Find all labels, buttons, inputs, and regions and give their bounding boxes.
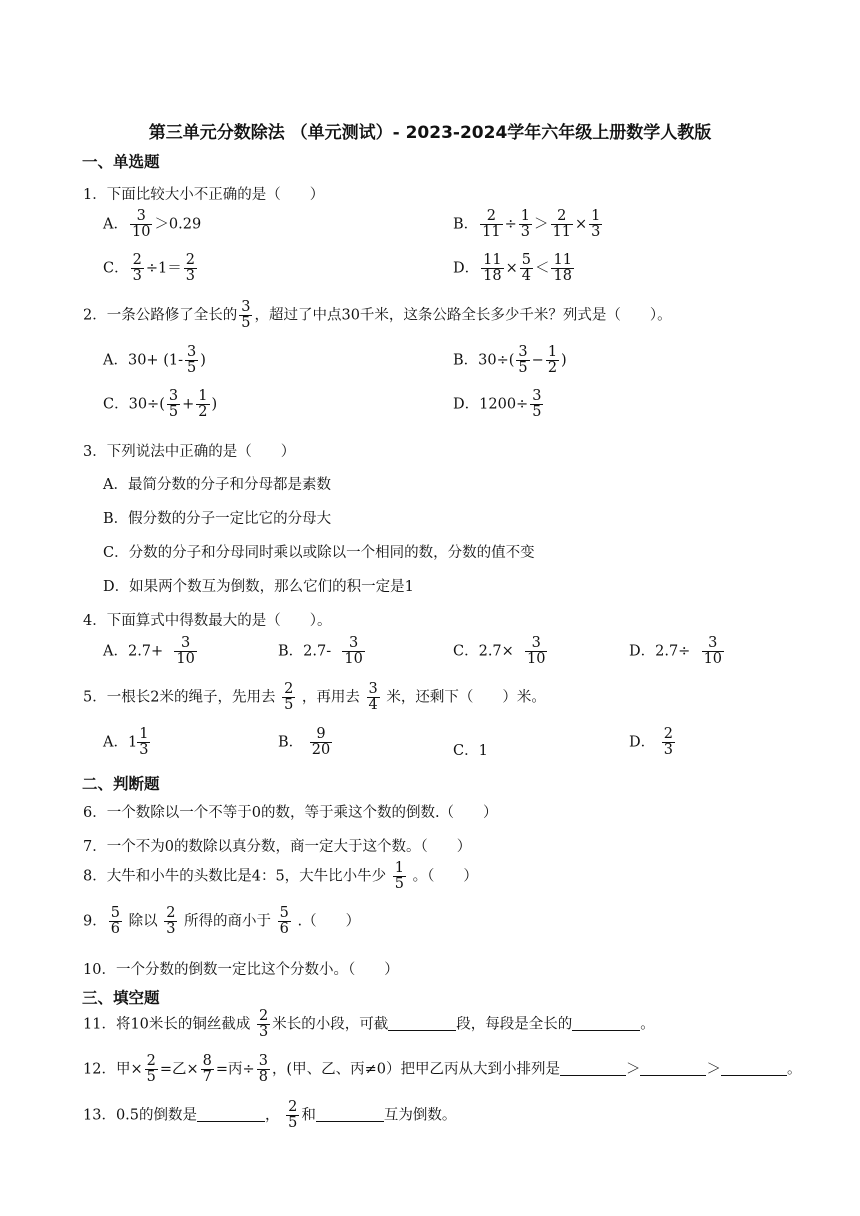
text: B． <box>453 352 479 369</box>
numerator: 1 <box>520 208 530 224</box>
mixed-number <box>128 727 152 758</box>
denominator: 3 <box>663 742 673 759</box>
question-2-option-a[interactable] <box>103 345 206 376</box>
text: 互为倒数。 <box>383 1107 457 1124</box>
question-5-option-a[interactable] <box>103 727 152 758</box>
numerator: 3 <box>186 344 197 360</box>
text: C． <box>103 396 129 413</box>
section-heading-fill-blank: 三、填空题 <box>82 989 160 1007</box>
text: 1 <box>127 734 138 751</box>
denominator: 5 <box>146 1069 156 1086</box>
fraction <box>164 906 177 937</box>
fraction <box>702 636 724 667</box>
text: B．2.7- <box>278 643 332 660</box>
text: 所得的商小于 <box>184 913 272 930</box>
fraction <box>167 389 180 420</box>
text: C．2.7× <box>453 643 514 660</box>
denominator: 18 <box>553 268 572 285</box>
denominator: 3 <box>520 224 530 241</box>
text: ) <box>200 352 206 369</box>
fraction <box>367 682 380 713</box>
fraction <box>480 209 502 240</box>
question-8 <box>83 861 478 892</box>
question-13 <box>83 1100 456 1131</box>
text: B． <box>453 216 479 233</box>
numerator: 2 <box>557 208 567 224</box>
fraction <box>481 253 503 284</box>
numerator: 2 <box>132 252 142 268</box>
fraction <box>519 209 532 240</box>
denominator: 11 <box>552 224 571 241</box>
denominator: 4 <box>521 268 531 285</box>
fraction <box>257 1009 270 1040</box>
fraction <box>525 636 547 667</box>
denominator: 11 <box>482 224 501 241</box>
denominator: 8 <box>258 1069 268 1086</box>
answer-blank[interactable] <box>572 1015 640 1031</box>
denominator: 5 <box>288 1115 298 1132</box>
text: 除以 <box>128 913 158 930</box>
numerator: 3 <box>168 388 179 404</box>
denominator: 7 <box>202 1069 212 1086</box>
fraction <box>196 389 209 420</box>
text: ＞0.29 <box>154 216 202 233</box>
denominator: 6 <box>279 921 289 938</box>
fraction <box>257 1054 270 1085</box>
numerator: 8 <box>202 1053 212 1069</box>
text: 5．一根长2米的绳子，先用去 <box>83 689 276 706</box>
numerator: 3 <box>136 208 146 224</box>
answer-blank[interactable] <box>316 1106 384 1122</box>
fraction <box>393 861 406 892</box>
numerator: 2 <box>166 905 176 921</box>
text: 8．大牛和小牛的头数比是4：5，大牛比小牛少 <box>83 868 387 885</box>
text: ，再用去 <box>301 689 360 706</box>
answer-blank[interactable] <box>197 1106 265 1122</box>
section-heading-single-choice: 一、单选题 <box>82 153 160 171</box>
question-3-stem: 3．下列说法中正确的是（ ） <box>83 444 296 460</box>
numerator: 11 <box>483 252 502 268</box>
numerator: 11 <box>553 252 572 268</box>
fraction <box>530 389 543 420</box>
question-1-option-c[interactable] <box>103 253 199 284</box>
text: ＞ <box>625 1061 641 1078</box>
text: ) <box>561 352 567 369</box>
denominator: 10 <box>527 651 546 668</box>
text: 1200÷ <box>479 396 529 413</box>
numerator: 3 <box>368 681 378 697</box>
question-1-stem: 1．下面比较大小不正确的是（ ） <box>83 187 325 203</box>
text: × <box>574 216 588 233</box>
text: 和 <box>301 1107 316 1124</box>
question-1-option-d[interactable] <box>453 253 576 284</box>
fraction <box>342 636 364 667</box>
question-9 <box>83 906 360 937</box>
answer-blank[interactable] <box>640 1060 706 1076</box>
fraction <box>184 253 197 284</box>
denominator: 5 <box>284 697 294 714</box>
denominator: 3 <box>591 224 601 241</box>
denominator: 5 <box>394 876 405 893</box>
fraction <box>286 1100 299 1131</box>
text: − <box>531 352 544 369</box>
denominator: 3 <box>166 921 176 938</box>
text: × <box>505 260 518 277</box>
fraction <box>662 727 675 758</box>
text: A． <box>103 734 128 751</box>
text: 13．0.5的倒数是 <box>83 1107 198 1124</box>
numerator: 2 <box>288 1099 298 1115</box>
text: D． <box>453 260 480 277</box>
fraction <box>174 636 196 667</box>
text: D．2.7÷ <box>629 643 691 660</box>
numerator: 3 <box>348 635 359 651</box>
text: =乙× <box>159 1061 199 1078</box>
text: 米，还剩下（ ）米。 <box>386 689 546 706</box>
fraction <box>551 253 573 284</box>
numerator: 3 <box>181 635 191 651</box>
denominator: 5 <box>241 315 251 332</box>
text: 。 <box>640 1016 655 1033</box>
fraction <box>185 345 198 376</box>
denominator: 4 <box>368 697 378 714</box>
numerator: 1 <box>198 388 208 404</box>
text: =丙÷ <box>215 1061 255 1078</box>
text: 30÷( <box>478 352 515 369</box>
text: ＞ <box>534 216 549 233</box>
question-7: 7．一个不为0的数除以真分数，商一定大于这个数。（ ） <box>83 839 472 855</box>
numerator: 1 <box>547 344 558 360</box>
denominator: 3 <box>185 268 195 285</box>
numerator: 3 <box>258 1053 268 1069</box>
numerator: 1 <box>591 208 601 224</box>
fraction <box>278 906 291 937</box>
numerator: 2 <box>185 252 195 268</box>
question-10: 10．一个分数的倒数一定比这个分数小。（ ） <box>83 962 399 978</box>
fraction <box>130 209 152 240</box>
fraction <box>520 253 533 284</box>
denominator: 3 <box>132 268 142 285</box>
fraction <box>201 1054 214 1085</box>
text: 米长的小段，可截 <box>272 1016 389 1033</box>
fraction <box>589 209 602 240</box>
text: .（ ） <box>297 913 361 930</box>
question-4-option-b[interactable] <box>278 636 367 667</box>
question-3-option-b[interactable]: B．假分数的分子一定比它的分母大 <box>103 511 332 527</box>
question-1-option-a[interactable] <box>103 209 201 240</box>
denominator: 10 <box>344 651 363 668</box>
numerator: 3 <box>532 388 542 404</box>
denominator: 2 <box>547 360 558 377</box>
question-12 <box>83 1054 801 1085</box>
text: ＜ <box>534 260 550 277</box>
text: B． <box>278 734 304 751</box>
fraction <box>137 727 150 758</box>
fraction <box>145 1054 158 1085</box>
text: C． <box>103 260 129 277</box>
question-3-option-c[interactable]: C．分数的分子和分母同时乘以或除以一个相同的数，分数的值不变 <box>103 545 535 561</box>
fraction <box>310 727 332 758</box>
numerator: 2 <box>663 726 673 742</box>
question-3-option-d[interactable]: D．如果两个数互为倒数，那么它们的积一定是1 <box>103 579 414 595</box>
question-4-option-c[interactable] <box>453 636 549 667</box>
text: A． <box>103 352 128 369</box>
fraction <box>131 253 144 284</box>
denominator: 10 <box>176 651 195 668</box>
question-6: 6．一个数除以一个不等于0的数，等于乘这个数的倒数.（ ） <box>83 805 498 821</box>
question-5-option-d[interactable] <box>629 727 677 758</box>
question-2-stem <box>83 300 672 331</box>
question-11 <box>83 1009 655 1040</box>
fraction <box>551 209 573 240</box>
numerator: 5 <box>279 905 289 921</box>
text: ÷1＝ <box>145 260 182 277</box>
numerator: 5 <box>110 905 120 921</box>
fraction <box>546 345 559 376</box>
question-2-option-b[interactable] <box>453 345 567 376</box>
page-title: 第三单元分数除法 （单元测试）- 2023-2024学年六年级上册数学人教版 <box>148 123 712 143</box>
text: D． <box>453 396 480 413</box>
denominator: 5 <box>186 360 197 377</box>
text: 30+ (1- <box>127 352 183 369</box>
question-1-option-b[interactable] <box>453 209 604 240</box>
numerator: 9 <box>316 726 326 742</box>
numerator: 5 <box>521 252 531 268</box>
question-5-stem <box>83 682 546 713</box>
denominator: 3 <box>259 1024 269 1041</box>
numerator: 3 <box>708 635 718 651</box>
text: 11．将10米长的铜丝截成 <box>83 1016 251 1033</box>
answer-blank[interactable] <box>388 1015 456 1031</box>
numerator: 2 <box>486 208 496 224</box>
question-5-option-c[interactable]: C．1 <box>453 743 488 759</box>
denominator: 3 <box>139 742 149 759</box>
question-4-option-d[interactable] <box>629 636 726 667</box>
numerator: 1 <box>139 726 149 742</box>
text: 12．甲× <box>83 1061 143 1078</box>
text: ， <box>265 1107 280 1124</box>
option-label: A． <box>103 216 128 233</box>
fraction <box>516 345 529 376</box>
numerator: 3 <box>241 299 251 315</box>
text: ) <box>211 396 218 413</box>
text: + <box>182 396 195 413</box>
denominator: 2 <box>198 404 208 421</box>
text: 30÷( <box>128 396 165 413</box>
numerator: 1 <box>394 860 405 876</box>
denominator: 5 <box>532 404 542 421</box>
question-2-option-d[interactable] <box>453 389 545 420</box>
fraction <box>239 300 252 331</box>
denominator: 10 <box>703 651 723 668</box>
text: 段，每段是全长的 <box>456 1016 573 1033</box>
text: 。 <box>786 1061 802 1078</box>
fraction <box>109 906 122 937</box>
text: A．2.7+ <box>103 643 164 660</box>
text: 9． <box>83 913 107 930</box>
question-5-option-b[interactable] <box>278 727 334 758</box>
text: ，超过了中点30千米，这条公路全长多少千米？列式是（ ）。 <box>254 307 672 324</box>
denominator: 6 <box>110 921 120 938</box>
text: ＞ <box>706 1061 721 1078</box>
text: ÷ <box>504 216 517 233</box>
text: 2．一条公路修了全长的 <box>83 307 238 324</box>
fraction <box>282 682 295 713</box>
denominator: 5 <box>518 360 528 377</box>
denominator: 10 <box>131 224 151 241</box>
numerator: 3 <box>531 635 541 651</box>
numerator: 3 <box>518 344 528 360</box>
question-3-option-a[interactable]: A．最简分数的分子和分母都是素数 <box>103 477 331 493</box>
question-2-option-c[interactable] <box>103 389 217 420</box>
text: ，(甲、乙、丙≠0）把甲乙丙从大到小排列是 <box>271 1061 560 1078</box>
question-4-option-a[interactable] <box>103 636 199 667</box>
question-4-stem: 4．下面算式中得数最大的是（ ）。 <box>83 613 332 629</box>
numerator: 2 <box>146 1053 156 1069</box>
text: 。（ ） <box>412 868 478 885</box>
text: D． <box>629 734 656 751</box>
numerator: 2 <box>284 681 294 697</box>
denominator: 20 <box>311 742 331 759</box>
answer-blank[interactable] <box>560 1060 626 1076</box>
answer-blank[interactable] <box>721 1060 787 1076</box>
numerator: 2 <box>259 1008 269 1024</box>
denominator: 5 <box>168 404 179 421</box>
denominator: 18 <box>483 268 502 285</box>
section-heading-true-false: 二、判断题 <box>82 775 160 793</box>
